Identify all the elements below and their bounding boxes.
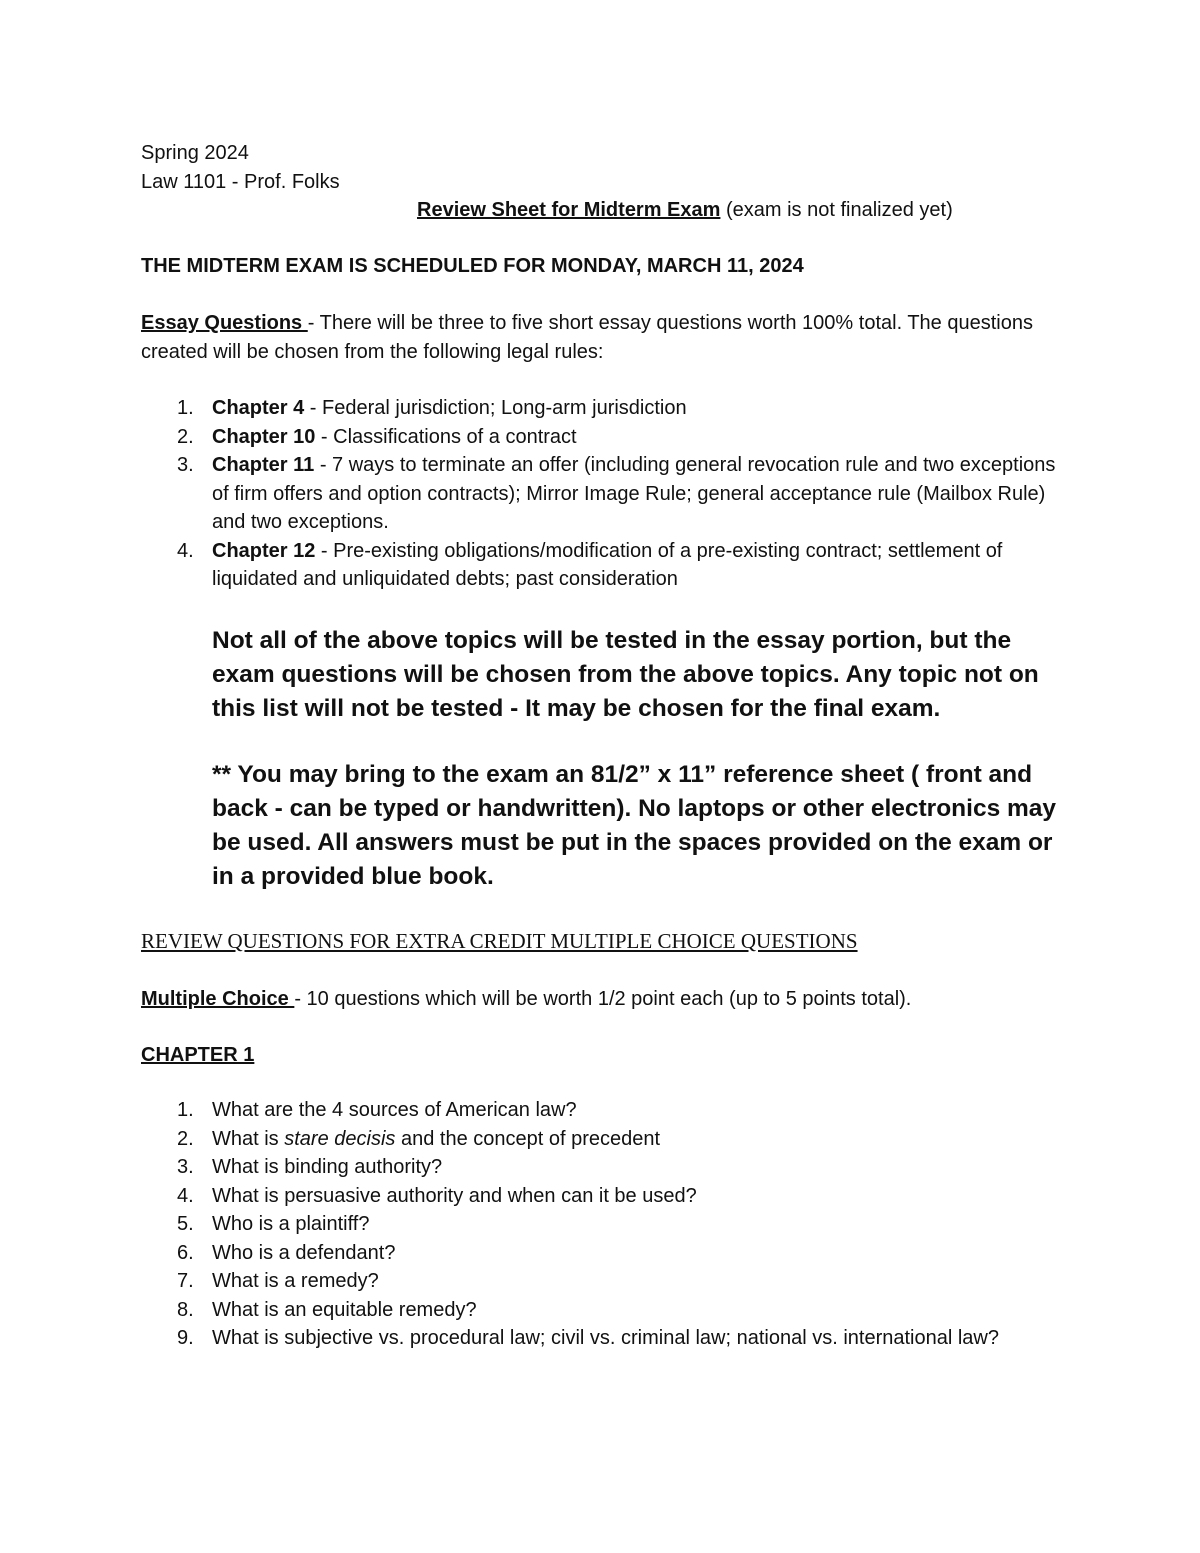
list-item (141, 394, 1061, 423)
list-number: 3. (177, 454, 194, 476)
list-number: 1. (177, 1099, 194, 1121)
document-page (141, 139, 1061, 1353)
multiple-choice-text: - 10 questions which will be worth 1/2 point each (up to 5 points total). (294, 988, 912, 1010)
list-item (141, 1096, 1061, 1125)
term-line: Spring 2024 (141, 142, 249, 164)
question-text: What is subjective vs. procedural law; civil vs. criminal law; national vs. international law? (212, 1327, 999, 1349)
topic-text: - Pre-existing obligations/modification of a pre-existing contract; settlement of liquidated and unliquidated debts; past consideration (212, 539, 1003, 590)
document-title-note: (exam is not finalized yet) (720, 199, 953, 221)
essay-label: Essay Questions (141, 312, 308, 334)
list-number: 4. (177, 539, 194, 562)
topic-text: - 7 ways to terminate an offer (including general revocation rule and two exceptions of firm offers and option contracts); Mirror Image Rule; general acceptance rule (Mailbox Rule) and two exceptions. (212, 454, 1056, 533)
list-number: 4. (177, 1184, 194, 1207)
essay-intro (141, 309, 1061, 366)
reference-sheet-note: ** You may bring to the exam an 81/2” x 11” reference sheet ( front and back - can be typed or handwritten). No laptops or other electronics may be used. All answers must be put in the spaces provided on the exam or in a provided blue book. (212, 760, 1057, 890)
question-text: What is binding authority? (212, 1156, 443, 1178)
list-item (141, 451, 1061, 537)
question-text: What are the 4 sources of American law? (212, 1099, 577, 1121)
list-item (141, 1182, 1061, 1211)
list-item (141, 1239, 1061, 1268)
list-number: 1. (177, 397, 194, 419)
chapter-label: Chapter 12 (212, 539, 316, 562)
list-item (141, 1125, 1061, 1154)
essay-text: - There will be three to five short essay questions worth 100% total. The questions created will be chosen from the following legal rules: (141, 312, 1033, 363)
list-item (141, 1296, 1061, 1325)
document-title-line (417, 196, 1061, 225)
list-number: 2. (177, 425, 194, 448)
review-heading: REVIEW QUESTIONS FOR EXTRA CREDIT MULTIPLE CHOICE QUESTIONS (141, 928, 858, 953)
multiple-choice-label: Multiple Choice (141, 988, 295, 1010)
exam-schedule: THE MIDTERM EXAM IS SCHEDULED FOR MONDAY, MARCH 11, 2024 (141, 254, 804, 277)
list-number: 2. (177, 1127, 194, 1150)
chapter-label: Chapter 4 (212, 397, 305, 419)
list-number: 9. (177, 1327, 194, 1349)
question-text-post: and the concept of precedent (395, 1127, 661, 1150)
chapter-1-question-list (141, 1096, 1061, 1353)
question-text: What is a remedy? (212, 1270, 379, 1292)
question-text: What is persuasive authority and when can it be used? (212, 1184, 697, 1207)
list-number: 5. (177, 1213, 194, 1235)
list-item (141, 1153, 1061, 1182)
list-item (141, 537, 1061, 594)
list-item (141, 1324, 1061, 1353)
list-number: 3. (177, 1156, 194, 1178)
testing-note: Not all of the above topics will be tested in the essay portion, but the exam questions will be chosen from the above topics. Any topic not on this list will not be tested - It may be chosen for the final exam. (212, 626, 1039, 722)
essay-topic-list (141, 394, 1061, 594)
list-item (141, 1210, 1061, 1239)
question-text-pre: What is (212, 1127, 285, 1150)
list-number: 6. (177, 1241, 194, 1264)
topic-text: - Federal jurisdiction; Long-arm jurisdiction (304, 397, 687, 419)
list-item (141, 1267, 1061, 1296)
question-text: Who is a plaintiff? (212, 1213, 370, 1235)
question-text: What is an equitable remedy? (212, 1298, 477, 1321)
document-title: Review Sheet for Midterm Exam (417, 199, 721, 221)
question-text-emphasis: stare decisis (284, 1127, 396, 1150)
list-item (141, 423, 1061, 452)
course-line: Law 1101 - Prof. Folks (141, 170, 340, 193)
list-number: 7. (177, 1270, 194, 1292)
multiple-choice-intro (141, 985, 1061, 1014)
question-text: Who is a defendant? (212, 1241, 396, 1264)
list-number: 8. (177, 1298, 194, 1321)
chapter-label: Chapter 10 (212, 425, 316, 448)
topic-text: - Classifications of a contract (315, 425, 577, 448)
chapter-1-heading: CHAPTER 1 (141, 1043, 255, 1066)
chapter-label: Chapter 11 (212, 454, 315, 476)
